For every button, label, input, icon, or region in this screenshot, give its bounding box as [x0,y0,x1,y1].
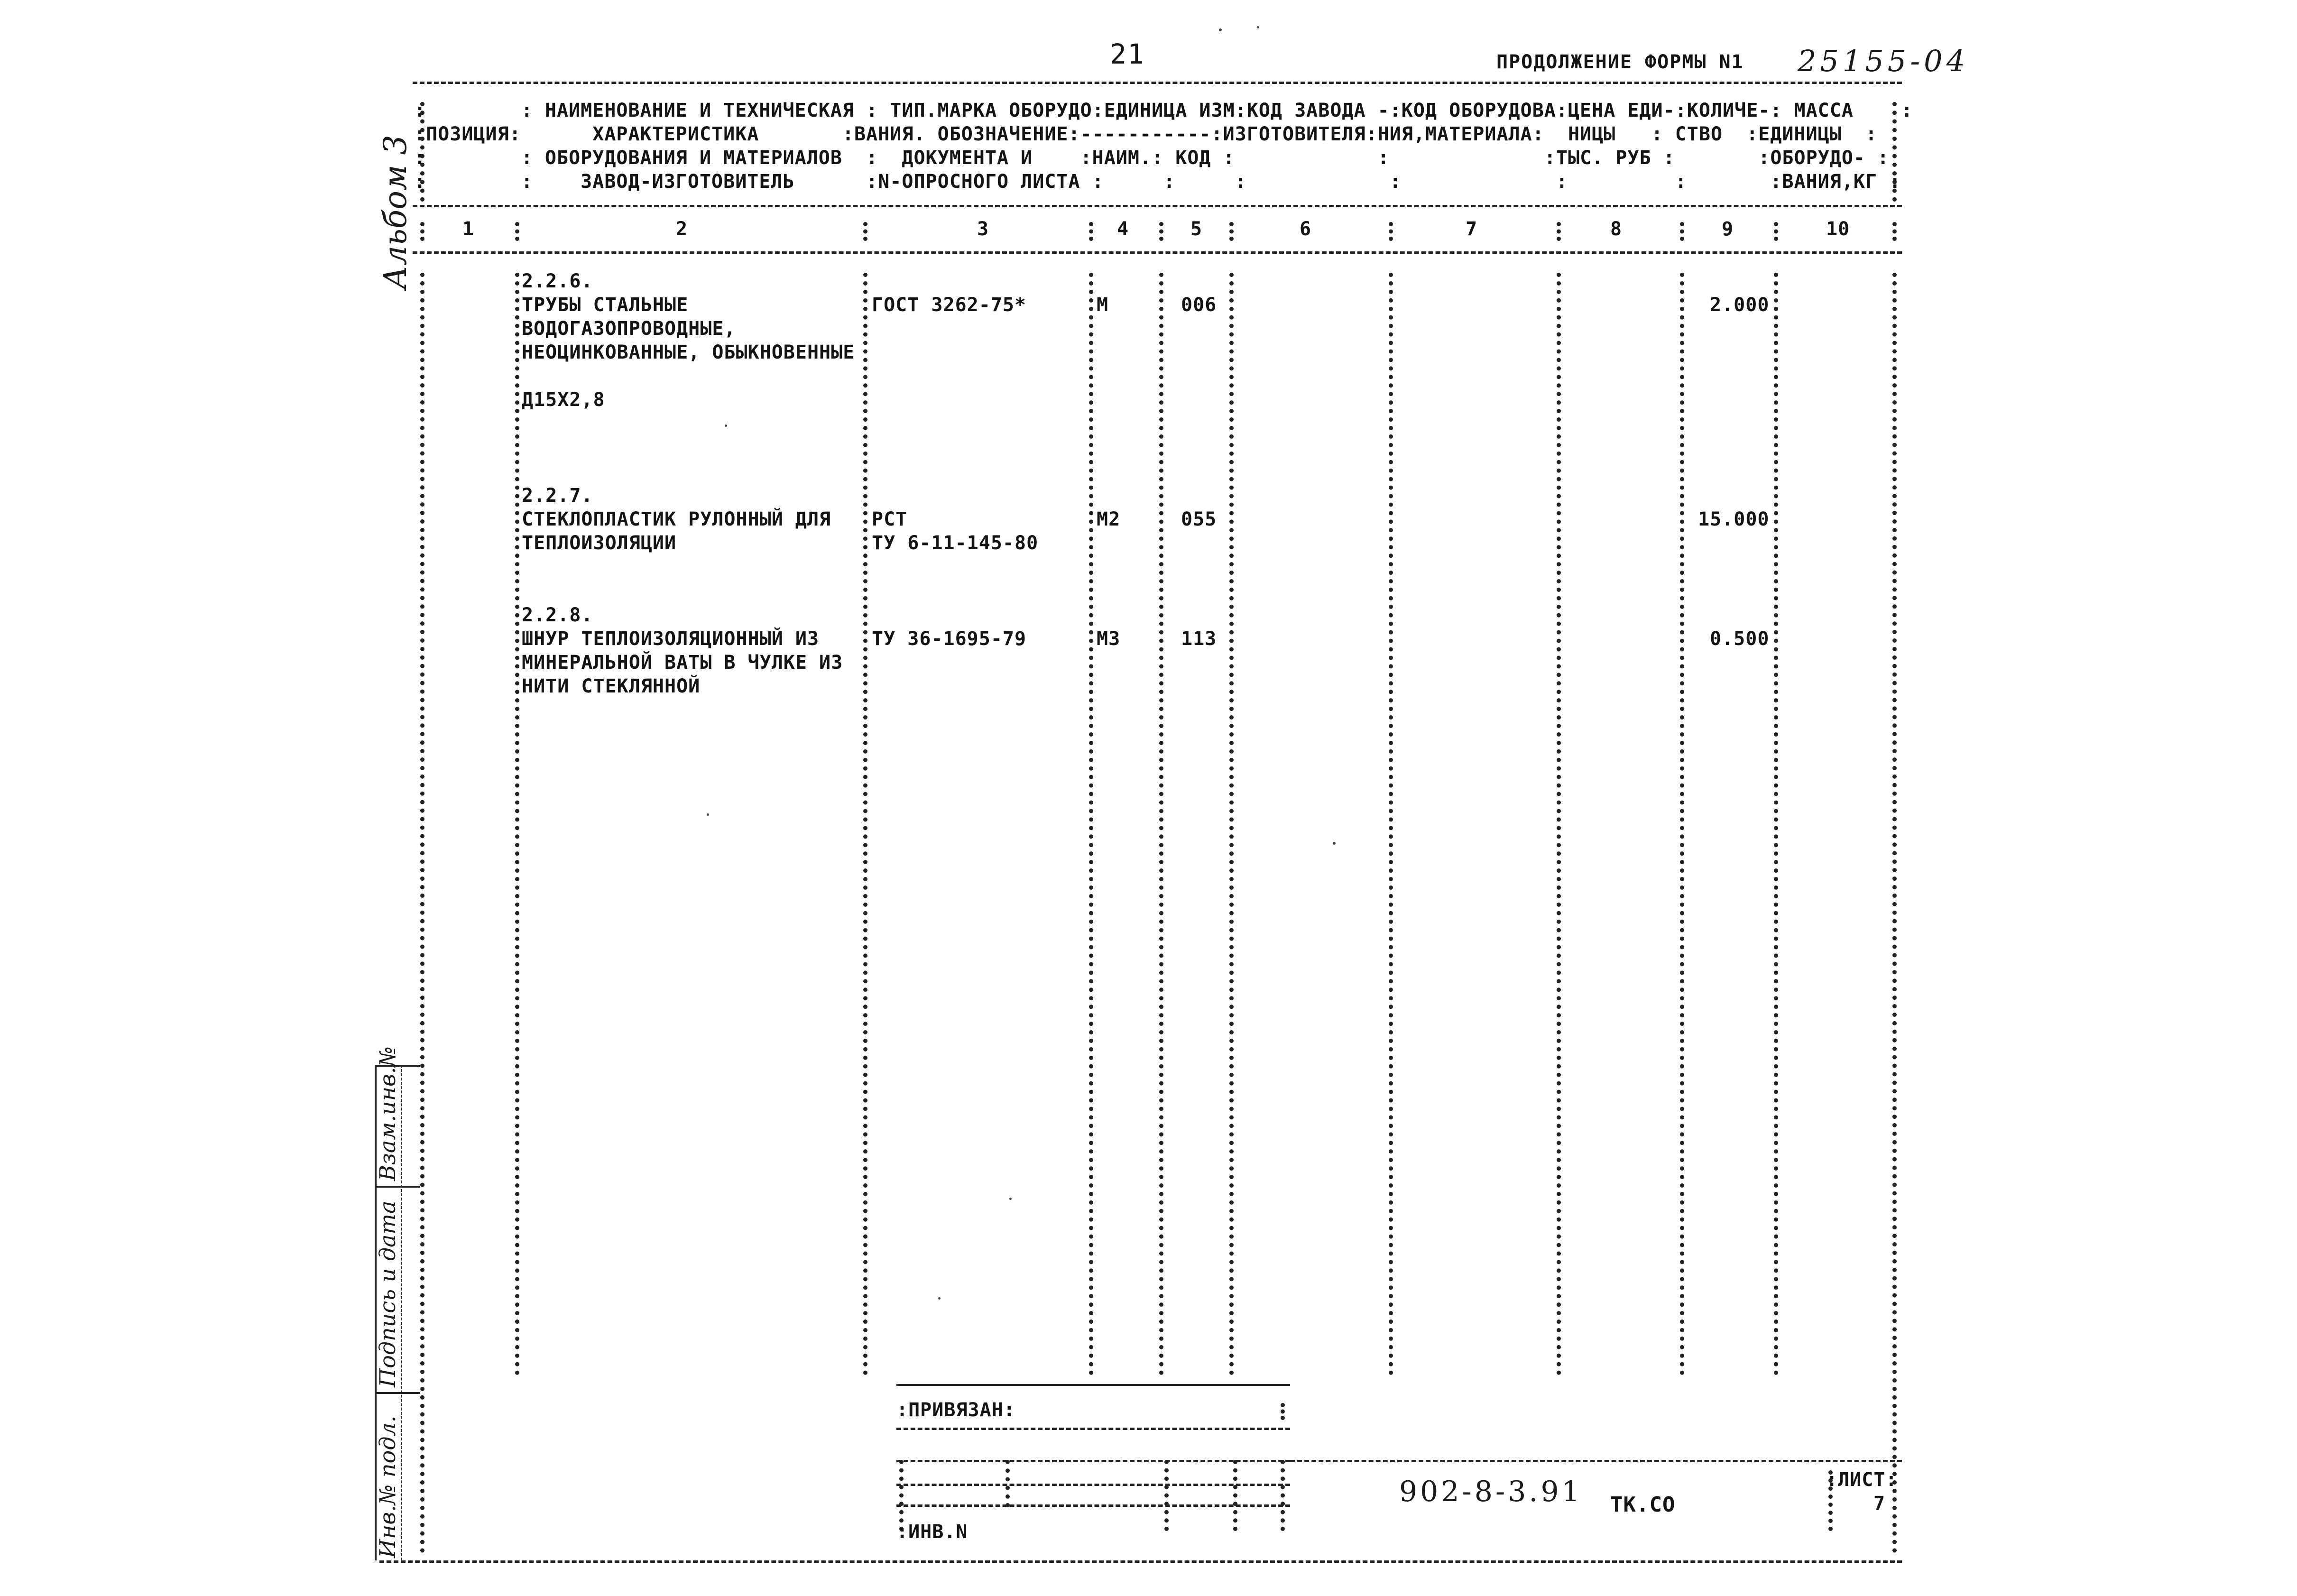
stamp-inv-label: :ИНВ.N [896,1521,968,1543]
row-1-name-1: ТРУБЫ СТАЛЬНЫЕ [522,294,689,316]
sep-num-4 [1159,222,1163,241]
row-3-unit-code: 113 [1181,628,1217,650]
sep-num-7 [1557,222,1561,241]
row-1-name-2: ВОДОГАЗОПРОВОДНЫЕ, [522,318,736,340]
body-sep-right [1892,273,1897,1553]
body-sep-4 [1159,273,1163,1375]
body-sep-7 [1557,273,1561,1375]
stamp-line-4 [896,1504,1290,1507]
sep-num-3 [1089,222,1093,241]
stamp-sep-b [1006,1460,1010,1507]
row-2-unit-code: 055 [1181,508,1217,530]
row-2-unit-name: М2 [1097,508,1121,530]
row-2-quantity: 15.000 [1698,508,1770,530]
header-line-2: :ПОЗИЦИЯ: ХАРАКТЕРИСТИКА :ВАНИЯ. ОБОЗНАЧЕНИЕ:-----------:ИЗГОТОВИТЕЛЯ:НИЯ,МАТЕРИАЛА: НИЦЫ : СТВО :ЕДИНИЦЫ : [414,123,1878,145]
stamp-code: ТК.СО [1610,1493,1676,1517]
stamp-linked-label: :ПРИВЯЗАН: [896,1399,1015,1421]
col-num-6: 6 [1300,218,1312,240]
stamp-linked-sep [1281,1403,1285,1420]
body-sep-6 [1389,273,1393,1375]
stamp-line-2 [896,1460,1290,1462]
row-1-name-5: Д15Х2,8 [522,389,605,411]
table-bottom-border [379,1560,1902,1563]
col-num-4: 4 [1117,218,1129,240]
stamp-sheet-label: :ЛИСТ: [1826,1469,1898,1491]
col-num-9: 9 [1722,218,1734,240]
row-3-name-2: МИНЕРАЛЬНОЙ ВАТЫ В ЧУЛКЕ ИЗ [522,652,843,673]
sep-num-1 [515,222,519,241]
scan-speck [938,1297,941,1300]
row-2-type-1: РСТ [872,508,908,530]
sep-num-10 [1892,222,1897,241]
stamp-top-line [896,1384,1290,1386]
row-1-unit-name: М [1097,294,1109,316]
col-num-3: 3 [977,218,989,240]
stamp-sheet-number: 7 [1873,1493,1886,1514]
sep-num-0 [420,222,424,241]
col-num-2: 2 [676,218,688,240]
scan-speck [1219,28,1222,31]
body-sep-5 [1229,273,1234,1375]
row-1-position: 2.2.6. [522,270,593,292]
scan-speck [1009,1198,1012,1200]
row-1-type: ГОСТ 3262-75* [872,294,1027,316]
body-sep-9 [1774,273,1778,1375]
scan-speck [1333,842,1336,845]
body-sep-left [420,273,424,1553]
sep-hdr-end [1892,102,1897,202]
row-1-unit-code: 006 [1181,294,1217,316]
row-2-type-2: ТУ 6-11-145-80 [872,532,1039,554]
stamp-sep-c [1164,1460,1169,1531]
side-inner-edge [401,1065,402,1560]
row-3-name-1: ШНУР ТЕПЛОИЗОЛЯЦИОННЫЙ ИЗ [522,628,820,650]
stamp-designation: 902-8-3.91 [1399,1475,1583,1508]
col-num-5: 5 [1190,218,1203,240]
sep-num-9 [1774,222,1778,241]
album-label: Альбом 3 [377,135,414,289]
scan-speck [725,424,727,427]
sep-num-6 [1389,222,1393,241]
header-line-1: : : НАИМЕНОВАНИЕ И ТЕХНИЧЕСКАЯ : ТИП.МАРКА ОБОРУДО:ЕДИНИЦА ИЗМ:КОД ЗАВОДА -:КОД ОБОРУДОВА:ЦЕНА ЕДИ-:КОЛИЧЕ-: МАССА : [414,100,1913,121]
sep-hdr-0 [420,102,424,202]
stamp-sep-d [1233,1460,1237,1531]
col-num-7: 7 [1466,218,1478,240]
document-code: 25155-04 [1798,44,1969,78]
row-2-name-1: СТЕКЛОПЛАСТИК РУЛОННЫЙ ДЛЯ [522,508,831,530]
row-1-quantity: 2.000 [1710,294,1770,316]
table-top-border [413,82,1902,84]
row-2-position: 2.2.7. [522,485,593,507]
body-sep-1 [515,273,519,1375]
col-num-8: 8 [1610,218,1623,240]
row-3-quantity: 0.500 [1710,628,1770,650]
page-number: 21 [1110,38,1145,70]
stamp-right-line [1290,1460,1902,1462]
stamp-line-1 [896,1428,1290,1430]
scan-speck [707,813,709,816]
header-line-3: : : ОБОРУДОВАНИЯ И МАТЕРИАЛОВ : ДОКУМЕНТА И :НАИМ.: КОД : : :ТЫС. РУБ : :ОБОРУДО- : [414,147,1890,169]
scan-speck [1257,26,1259,28]
side-inv-orig: Инв.№ подл. [375,1415,400,1558]
side-sign-date: Подпись и дата [375,1200,400,1387]
row-3-unit-name: М3 [1097,628,1121,650]
stamp-sep-e [1281,1460,1285,1531]
col-num-1: 1 [462,218,475,240]
body-sep-3 [1089,273,1093,1375]
sep-num-8 [1680,222,1684,241]
row-3-position: 2.2.8. [522,604,593,626]
col-num-10: 10 [1826,218,1850,240]
side-border-1 [375,1186,420,1188]
header-bottom-border [413,205,1902,207]
column-number-border [413,251,1902,254]
row-3-type: ТУ 36-1695-79 [872,628,1027,650]
side-border-2 [375,1392,420,1394]
sep-num-2 [863,222,867,241]
side-replaced-inv: Взам.инв.№ [375,1046,400,1181]
body-sep-2 [863,273,867,1375]
row-1-name-3: НЕОЦИНКОВАННЫЕ, ОБЫКНОВЕННЫЕ [522,341,855,363]
row-2-name-2: ТЕПЛОИЗОЛЯЦИИ [522,532,677,554]
continuation-title: ПРОДОЛЖЕНИЕ ФОРМЫ N1 [1496,51,1744,73]
row-3-name-3: НИТИ СТЕКЛЯННОЙ [522,675,701,697]
body-sep-8 [1680,273,1684,1375]
stamp-line-3 [896,1484,1290,1486]
header-line-4: : : ЗАВОД-ИЗГОТОВИТЕЛЬ :N-ОПРОСНОГО ЛИСТА : : : : : : :ВАНИЯ,КГ : [414,171,1901,193]
sep-num-5 [1229,222,1234,241]
